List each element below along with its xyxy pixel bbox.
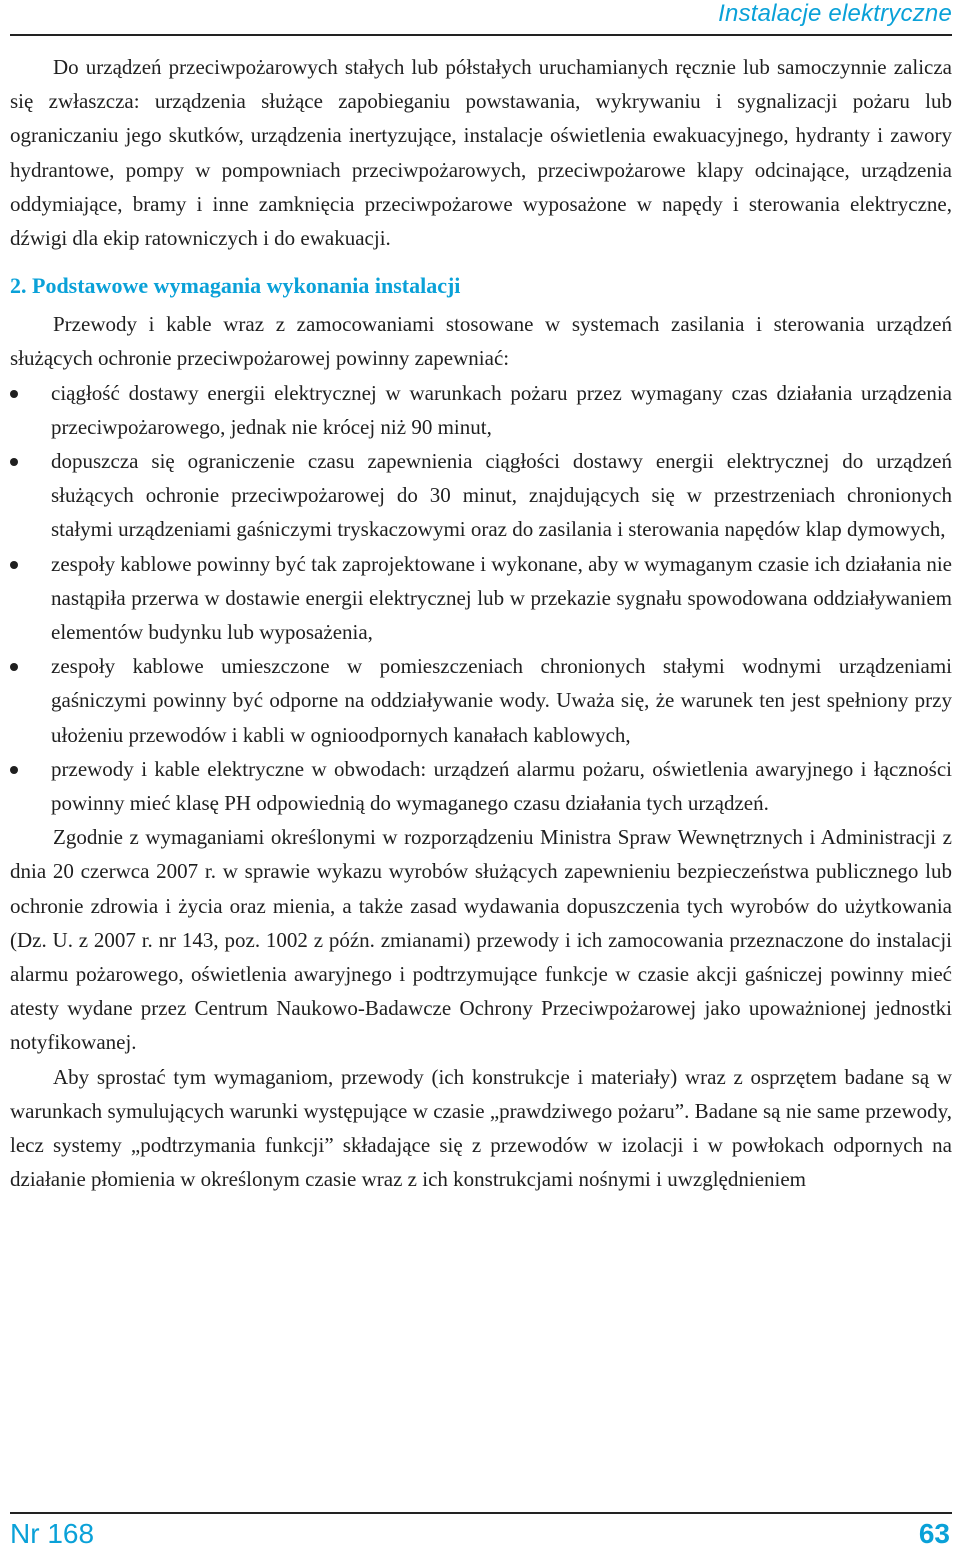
article-body [10,50,952,1197]
testing-paragraph: Aby sprostać tym wymaganiom, przewody (ich konstrukcje i materiały) wraz z osprzętem badane są w warunkach symulujących warunki występujące w czasie „prawdziwego pożaru”. Badane są nie same przewody, lecz systemy „podtrzymania funkcji” składające się z przewodów w izolacji i w powłokach odpornych na działanie płomienia w określonym czasie wraz z ich konstrukcjami nośnymi i uwzględnieniem [10,1064,952,1192]
bullet-dot-icon [10,663,18,671]
requirement-text: zespoły kablowe powinny być tak zaprojektowane i wykonane, aby w wymaganym czasie ich działania nie nastąpiła przerwa w dostawie energii elektrycznej lub w przekazie sygnału spowodowana oddziaływaniem elementów budynku lub wyposażenia, [51,551,952,645]
requirement-text: ciągłość dostawy energii elektrycznej w warunkach pożaru przez wymagany czas działania urządzenia przeciwpożarowego, jednak nie krócej niż 90 minut, [51,380,952,439]
requirements-list-item [10,649,952,752]
section-heading: 2. Podstawowe wymagania wykonania instalacji [10,273,461,299]
bullet-dot-icon [10,766,18,774]
requirements-list-item [10,752,952,820]
requirements-list-item [10,547,952,650]
requirement-text: przewody i kable elektryczne w obwodach: urządzeń alarmu pożaru, oświetlenia awaryjnego i łączności powinny mieć klasę PH odpowiednią do wymaganego czasu działania tych urządzeń. [51,756,952,816]
requirements-list [10,376,952,821]
requirements-list-item [10,444,952,547]
page-number: 63 [918,1518,950,1549]
bullet-dot-icon [10,390,18,398]
bullet-dot-icon [10,561,18,569]
requirement-text: dopuszcza się ograniczenie czasu zapewnienia ciągłości dostawy energii elektrycznej do urządzeń służących ochronie przeciwpożarowej do 30 minut, znajdujących się w przestrzeniach chronionych stałymi urządzeniami gaśniczymi tryskaczowymi oraz do zasilania i sterowania napędów klap dymowych, [51,449,952,542]
bullet-dot-icon [10,458,18,466]
running-header: Instalacje elektryczne [718,0,952,27]
requirement-text: zespoły kablowe umieszczone w pomieszczeniach chronionych stałymi wodnymi urządzeniami gaśniczymi powinny być odporne na oddziaływanie wody. Uważa się, że warunek ten jest spełniony przy ułożeniu przewodów i kabli w ognioodpornych kanałach kablowych, [51,654,952,747]
intro-paragraph: Do urządzeń przeciwpożarowych stałych lub półstałych uruchamianych ręcznie lub samoczynnie zalicza się zwłaszcza: urządzenia służące zapobieganiu powstawania, wykrywaniu i sygnalizacji pożaru lub ograniczaniu jego skutków, urządzenia inertyzujące, instalacje oświetlenia ewakuacyjnego, hydranty i zawory hydrantowe, pompy w pompowniach przeciwpożarowych, przeciwpożarowe klapy odcinające, urządzenia oddymiające, bramy i inne zamknięcia przeciwpożarowe wyposażone w napędy i sterowania elektryczne, dźwigi dla ekip ratowniczych i do ewakuacji. [10,55,952,251]
issue-number: Nr 168 [10,1518,95,1549]
footer-rule [10,1512,952,1514]
regulation-paragraph: Zgodnie z wymaganiami określonymi w rozporządzeniu Ministra Spraw Wewnętrznych i Administracji z dnia 20 czerwca 2007 r. w sprawie wykazu wyrobów służących zapewnieniu bezpieczeństwa publicznego lub ochronie zdrowia i życia oraz mienia, a także zasad wydawania dopuszczenia tych wyrobów do użytkowania (Dz. U. z 2007 r. nr 143, poz. 1002 z późn. zmianami) przewody i ich zamocowania przeznaczone do instalacji alarmu pożarowego, oświetlenia awaryjnego i podtrzymujące funkcje w czasie akcji gaśniczej powinny mieć atesty wydane przez Centrum Naukowo-Badawcze Ochrony Przeciwpożarowej jako upoważnionej jednostki notyfikowanej. [10,825,952,1055]
requirements-intro-paragraph: Przewody i kable wraz z zamocowaniami stosowane w systemach zasilania i sterowania urządzeń służących ochronie przeciwpożarowej powinny zapewniać: [10,312,952,371]
header-rule [10,34,952,36]
requirements-list-item [10,376,952,444]
